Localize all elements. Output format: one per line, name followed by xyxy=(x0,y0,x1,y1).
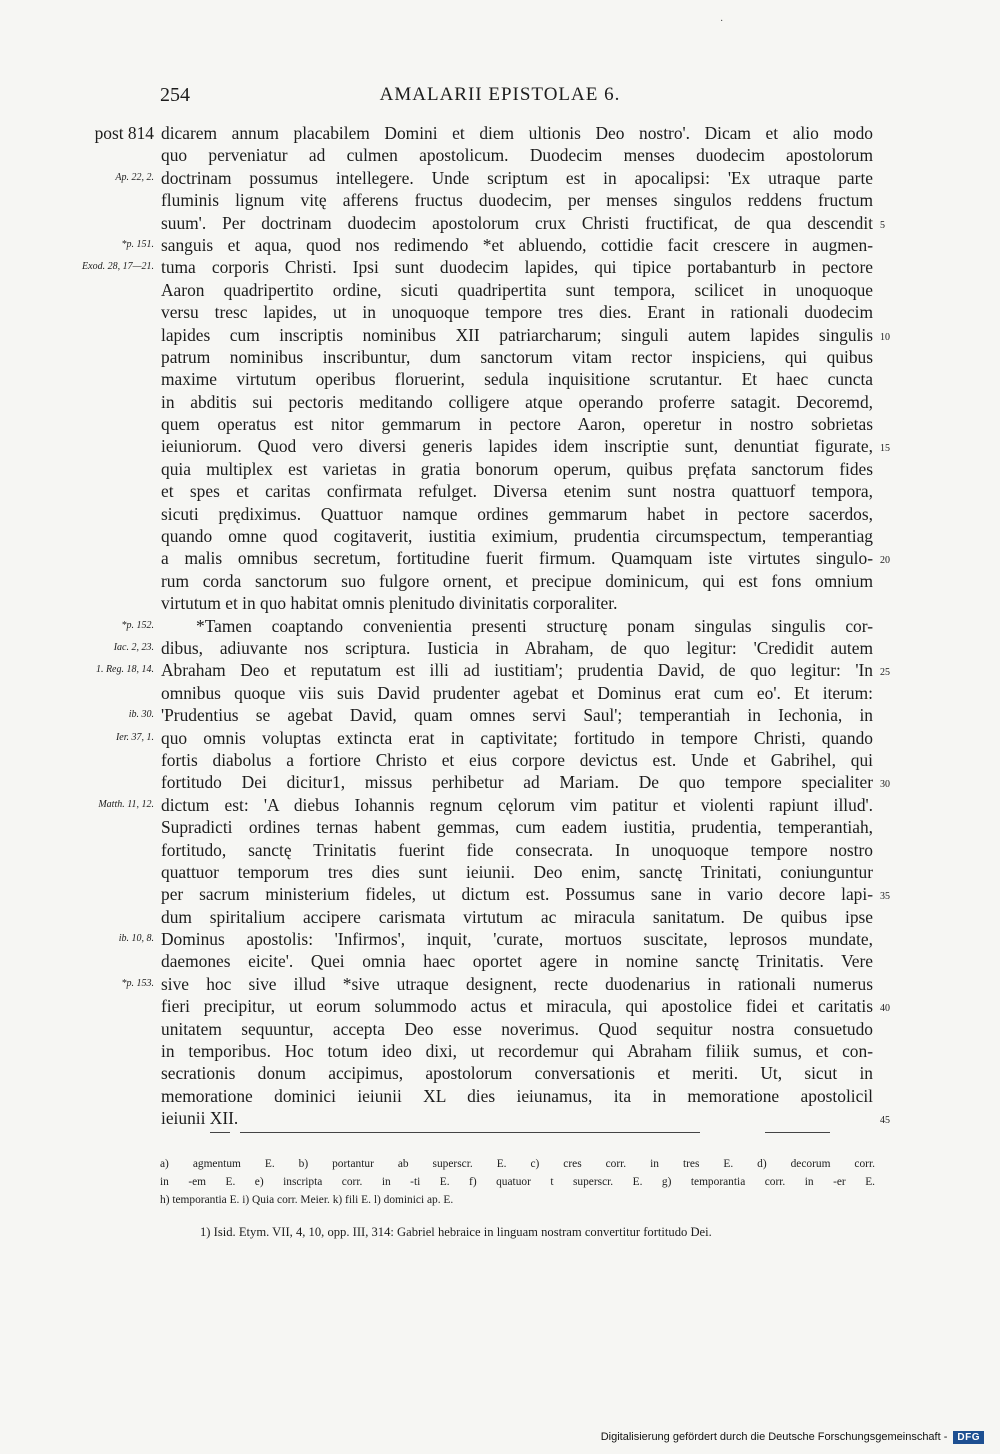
margin-reference: *p. 153. xyxy=(121,977,154,989)
margin-reference: Ap. 22, 2. xyxy=(115,171,154,183)
text-line xyxy=(0,234,1000,256)
text-line xyxy=(0,704,1000,726)
margin-reference: Exod. 28, 17—21. xyxy=(82,261,154,273)
line-text: dum spiritalium accipere carismata virtutum ac miracula sanitatum. De quibus ipse xyxy=(161,906,873,927)
margin-reference: *p. 152. xyxy=(121,619,154,631)
line-text: sicuti prędiximus. Quattuor namque ordines gemmarum habet in pectore sacerdos, xyxy=(161,503,873,524)
line-text: dibus, adiuvante nos scriptura. Iusticia in Abraham, de quo legitur: 'Credidit autem xyxy=(161,637,873,658)
text-line xyxy=(0,212,1000,234)
line-text: fortitudo, sanctę Trinitatis fuerint fide consecrata. In unoquoque tempore nostro xyxy=(161,839,873,860)
text-line xyxy=(0,189,1000,211)
line-number: 35 xyxy=(880,891,890,903)
text-line xyxy=(0,861,1000,883)
text-line xyxy=(0,167,1000,189)
margin-reference: *p. 151. xyxy=(121,238,154,250)
line-text: fieri precipitur, ut eorum solummodo actus et miracula, qui apostolice fidei et caritatis xyxy=(161,996,873,1017)
text-line xyxy=(0,503,1000,525)
line-text: dictum est: 'A diebus Iohannis regnum cęlorum vim patitur et violenti rapiunt illud'. xyxy=(161,794,873,815)
text-line xyxy=(0,615,1000,637)
text-line xyxy=(0,391,1000,413)
text-line xyxy=(0,480,1000,502)
text-line xyxy=(0,570,1000,592)
line-text: a malis omnibus secretum, fortitudine fuerit firmum. Quamquam iste virtutes singulo- xyxy=(161,548,873,569)
scan-mark: · xyxy=(720,16,724,27)
line-text: lapides cum inscriptis nominibus XII patriarcharum; singuli autem lapides singulis xyxy=(161,324,873,345)
text-line xyxy=(0,279,1000,301)
text-line xyxy=(0,346,1000,368)
line-text: quem operatus est nitor gemmarum in pectore Aaron, operetur in nostro sobrietas xyxy=(161,414,873,435)
line-text: rum corda sanctorum suo fulgore ornent, et precipue dominicum, qui est fons omnium xyxy=(161,570,873,591)
line-number: 30 xyxy=(880,779,890,791)
line-text: maxime virtutum operibus floruerint, sedula inquisitione scrutantur. Et haec cuncta xyxy=(161,369,873,390)
margin-reference: ib. 30. xyxy=(128,709,154,721)
page-number: 254 xyxy=(160,84,190,106)
text-line xyxy=(0,1107,1000,1129)
line-text: secrationis donum accipimus, apostolorum conversationis et meriti. Ut, sicut in xyxy=(161,1063,873,1084)
line-text: Aaron quadripertito ordine, sicuti quadripertita sunt tempora, scilicet in unoquoque xyxy=(161,279,873,300)
line-text: *Tamen coaptando convenientia presenti structurę ponam singulas singulis cor- xyxy=(196,615,873,636)
text-line xyxy=(0,749,1000,771)
line-text: memoratione dominici ieiunii XL dies ieiunamus, ita in memoratione apostolicil xyxy=(161,1085,873,1106)
text-line xyxy=(0,122,1000,144)
line-text: et spes et caritas confirmata refulget. Diversa etenim sunt nostra quattuorf tempora, xyxy=(161,481,873,502)
line-text: patrum nominibus inscribuntur, dum sanctorum vitam rector inspiciens, qui quibus xyxy=(161,346,873,367)
critical-apparatus xyxy=(160,1155,875,1209)
text-line xyxy=(0,727,1000,749)
apparatus-rule xyxy=(210,1132,830,1136)
margin-reference: Iac. 2, 23. xyxy=(113,641,154,653)
text-line xyxy=(0,368,1000,390)
line-text: Supradicti ordines ternas habent gemmas, cum eadem iustitia, prudentia, temperantiah, xyxy=(161,817,873,838)
line-text: in abditis sui pectoris meditando colligere atque operando proferre satagit. Decoremd, xyxy=(161,391,873,412)
text-line xyxy=(0,435,1000,457)
line-text: suum'. Per doctrinam duodecim apostolorum crux Christi fructificat, de qua descendit xyxy=(161,212,873,233)
line-text: quo omnis voluptas extincta erat in captivitate; fortitudo in tempore Christi, quando xyxy=(161,727,873,748)
line-text: fortitudo Dei dicitur1, missus perhibetur ad Mariam. De quo tempore specialiter xyxy=(161,772,873,793)
margin-reference: Matth. 11, 12. xyxy=(98,798,154,810)
line-text: tuma corporis Christi. Ipsi sunt duodecim lapides, qui tipice portabanturb in pectore xyxy=(161,257,873,278)
line-text: daemones eicite'. Quei omnia haec oportet agere in nomine sanctę Trinitatis. Vere xyxy=(161,951,873,972)
text-line xyxy=(0,682,1000,704)
text-line xyxy=(0,995,1000,1017)
line-text: versu tresc lapides, ut in unoquoque tempore tres dies. Erant in rationali duodecim xyxy=(161,302,873,323)
text-line xyxy=(0,1062,1000,1084)
line-text: ieiuniorum. Quod vero diversi generis lapides idem inscriptie sunt, denuntiat figurate, xyxy=(161,436,873,457)
line-text: per sacrum ministerium fideles, ut dictum est. Possumus sane in vario decore lapi- xyxy=(161,884,873,905)
apparatus-line: h) temporantia E. i) Quia corr. Meier. k) fili E. l) dominici ap. E. xyxy=(160,1194,454,1206)
main-text xyxy=(0,122,1000,1130)
text-line xyxy=(0,816,1000,838)
line-text: fortis diabolus a fortiore Christo et eius corpore devictus est. Unde et Gabrihel, qui xyxy=(161,749,873,770)
text-line xyxy=(0,1018,1000,1040)
margin-reference: 1. Reg. 18, 14. xyxy=(95,664,154,676)
apparatus-line: in -em E. e) inscripta corr. in -ti E. f) quatuor t superscr. E. g) temporantia corr. in -er E. xyxy=(160,1176,875,1188)
line-number: 20 xyxy=(880,555,890,567)
line-text: quia multiplex est varietas in gratia bonorum operum, quibus pręfata sanctorum fides xyxy=(161,458,873,479)
line-number: 5 xyxy=(880,219,885,231)
line-text: doctrinam possumus intellegere. Unde scriptum est in apocalipsi: 'Ex utraque parte xyxy=(161,167,873,188)
line-number: 25 xyxy=(880,667,890,679)
text-line xyxy=(0,906,1000,928)
text-line xyxy=(0,413,1000,435)
apparatus-line: a) agmentum E. b) portantur ab superscr. E. c) cres corr. in tres E. d) decorum corr. xyxy=(160,1158,875,1170)
line-text: sive hoc sive illud *sive utraque designent, recte duodenarius in rationali numerus xyxy=(161,973,873,994)
text-line xyxy=(0,525,1000,547)
line-number: 40 xyxy=(880,1003,890,1015)
margin-reference: Ier. 37, 1. xyxy=(115,731,154,743)
line-number: 10 xyxy=(880,331,890,343)
text-line xyxy=(0,301,1000,323)
line-text: omnibus quoque viis suis David prudenter agebat et Dominus erat cum eo'. Et iterum: xyxy=(161,682,873,703)
text-line xyxy=(0,547,1000,569)
text-line xyxy=(0,637,1000,659)
line-text: sanguis et aqua, quod nos redimendo *et abluendo, cottidie facit crescere in augmen- xyxy=(161,234,873,255)
banner-text: Digitalisierung gefördert durch die Deutsche Forschungsgemeinschaft - xyxy=(600,1431,948,1443)
running-head: AMALARII EPISTOLAE 6. xyxy=(379,84,621,105)
text-line xyxy=(0,973,1000,995)
line-text: quando omne quod cogitaverit, iustitia eximium, prudentia circumspectum, temperantiag xyxy=(161,526,873,547)
line-text: fluminis lignum vitę afferens fructus duodecim, per menses singulos reddens fructum xyxy=(161,190,873,211)
date-note: post 814 xyxy=(94,123,154,143)
line-text: quo perveniatur ad culmen apostolicum. Duodecim menses duodecim apostolorum xyxy=(161,145,873,166)
dfg-logo: DFG xyxy=(953,1431,984,1444)
text-line xyxy=(0,950,1000,972)
line-number: 45 xyxy=(880,1115,890,1127)
text-line xyxy=(0,1040,1000,1062)
line-text: unitatem sequuntur, accepta Deo esse noverimus. Quod sequitur nostra consuetudo xyxy=(161,1018,873,1039)
line-text: ieiunii XII. xyxy=(161,1108,239,1129)
text-line xyxy=(0,883,1000,905)
text-line xyxy=(0,839,1000,861)
page-header xyxy=(0,84,1000,110)
digitization-banner xyxy=(601,1428,984,1446)
line-number: 15 xyxy=(880,443,890,455)
line-text: 'Prudentius se agebat David, quam omnes servi Saul'; temperantiah in Iechonia, in xyxy=(161,705,873,726)
margin-reference: ib. 10, 8. xyxy=(118,933,154,945)
line-text: Abraham Deo et reputatum est illi ad iustitiam'; prudentia David, de quo legitur: 'In xyxy=(161,660,873,681)
footnote: 1) Isid. Etym. VII, 4, 10, opp. III, 314: Gabriel hebraice in linguam nostram convertitur fortitudo Dei. xyxy=(200,1225,712,1239)
text-line xyxy=(0,256,1000,278)
line-text: virtutum et in quo habitat omnis plenitudo divinitatis corporaliter. xyxy=(161,593,618,614)
text-line xyxy=(0,458,1000,480)
line-text: quattuor temporum tres dies sunt ieiunii. Deo enim, sanctę Trinitati, coniunguntur xyxy=(161,861,873,882)
text-line xyxy=(0,771,1000,793)
line-text: dicarem annum placabilem Domini et diem ultionis Deo nostro'. Dicam et alio modo xyxy=(161,123,873,143)
line-text: in temporibus. Hoc totum ideo dixi, ut recordemur qui Abraham filiik sumus, et con- xyxy=(161,1041,873,1062)
text-line xyxy=(0,928,1000,950)
text-line xyxy=(0,324,1000,346)
text-line xyxy=(0,592,1000,614)
text-line xyxy=(0,659,1000,681)
text-line xyxy=(0,1085,1000,1107)
text-line xyxy=(0,144,1000,166)
text-line xyxy=(0,794,1000,816)
line-text: Dominus apostolis: 'Infirmos', inquit, 'curate, mortuos suscitate, leprosos mundate, xyxy=(161,929,873,950)
